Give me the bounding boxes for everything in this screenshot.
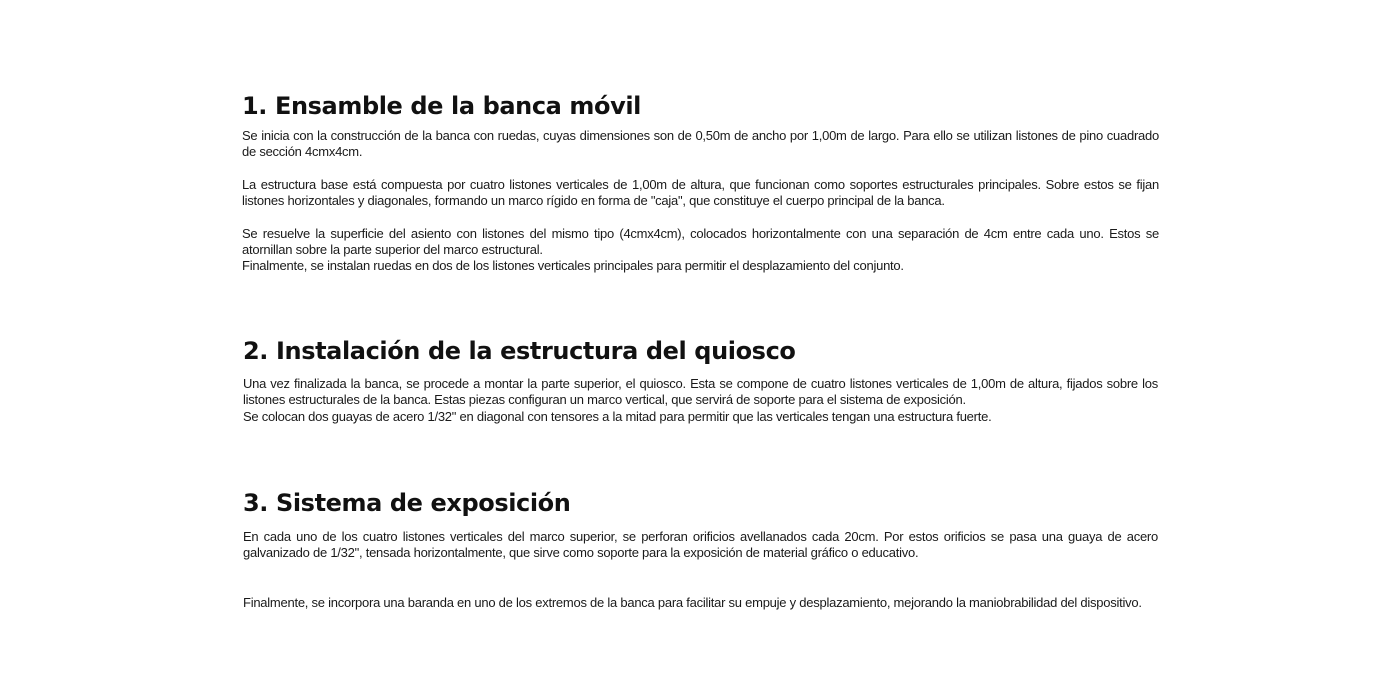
section-heading: 3. Sistema de exposición xyxy=(243,489,571,517)
paragraph: Una vez finalizada la banca, se procede a montar la parte superior, el quiosco. Esta se compone de cuatro listones verticales de 1,00m de altura, fijados sobre los listones estructurales de la banca. Estas piezas configuran un marco vertical, que servirá de soporte para el sistema de exposición. xyxy=(243,376,1158,408)
paragraph: En cada uno de los cuatro listones verticales del marco superior, se perforan orificios avellanados cada 20cm. Por estos orificios se pasa una guaya de acero galvanizado de 1/32", tensada horizontalmente, que sirve como soporte para la exposición de material gráfico o educativo. xyxy=(243,529,1158,561)
paragraph: Finalmente, se instalan ruedas en dos de los listones verticales principales para permitir el desplazamiento del conjunto. xyxy=(242,258,904,274)
section-sistema-exposicion xyxy=(243,489,1158,611)
paragraph: Se resuelve la superficie del asiento con listones del mismo tipo (4cmx4cm), colocados horizontalmente con una separación de 4cm entre cada uno. Estos se atornillan sobre la parte superior del marco estructural. xyxy=(242,225,1159,258)
paragraph: La estructura base está compuesta por cuatro listones verticales de 1,00m de altura, que funcionan como soportes estructurales principales. Sobre estos se fijan listones horizontales y diagonales, formando un marco rígido en forma de "caja", que constituye el cuerpo principal de la banca. xyxy=(242,176,1159,209)
section-heading: 2. Instalación de la estructura del quiosco xyxy=(243,337,796,365)
paragraph: Finalmente, se incorpora una baranda en uno de los extremos de la banca para facilitar su empuje y desplazamiento, mejorando la maniobrabilidad del dispositivo. xyxy=(243,594,1142,610)
section-ensamble-banca xyxy=(242,92,1159,275)
section-estructura-quiosco xyxy=(243,337,1158,425)
section-heading: 1. Ensamble de la banca móvil xyxy=(242,92,642,120)
paragraph: Se inicia con la construcción de la banca con ruedas, cuyas dimensiones son de 0,50m de ancho por 1,00m de largo. Para ello se utilizan listones de pino cuadrado de sección 4cmx4cm. xyxy=(242,128,1159,160)
paragraph: Se colocan dos guayas de acero 1/32" en diagonal con tensores a la mitad para permitir que las verticales tengan una estructura fuerte. xyxy=(243,408,992,424)
